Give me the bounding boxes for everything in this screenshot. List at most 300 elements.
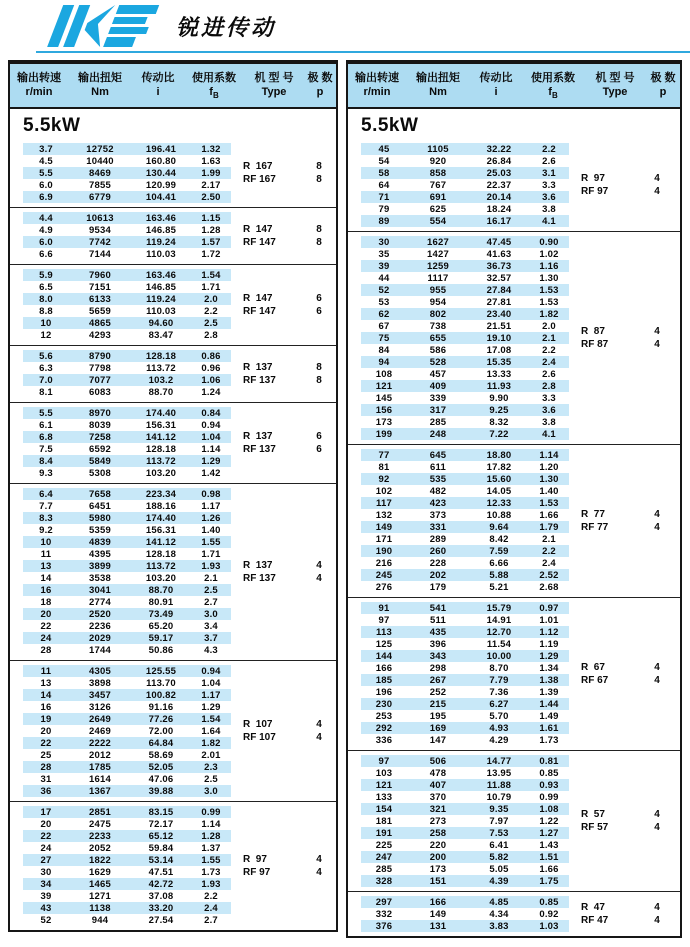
cell-service-factor: 2.01 [201, 749, 221, 761]
cell-ratio: 119.24 [146, 236, 176, 248]
table-row [348, 569, 680, 581]
cell-output-torque: 6451 [89, 500, 111, 512]
cell-output-speed: 11 [40, 665, 52, 677]
cell-ratio: 11.88 [486, 779, 512, 791]
cell-output-speed: 11 [40, 548, 52, 560]
cell-output-speed: 196 [375, 686, 393, 698]
cell-output-torque: 7151 [89, 281, 111, 293]
cell-output-speed: 191 [375, 827, 393, 839]
cell-ratio: 91.16 [148, 701, 174, 713]
row-stripe [361, 344, 569, 356]
cell-output-torque: 5359 [89, 524, 111, 536]
cell-output-speed: 181 [375, 815, 393, 827]
cell-output-torque: 6592 [89, 443, 111, 455]
model-line [243, 443, 339, 456]
table-row [348, 863, 680, 875]
cell-service-factor: 1.22 [539, 815, 559, 827]
cell-ratio: 64.84 [148, 737, 174, 749]
cell-ratio: 160.80 [145, 155, 177, 167]
row-stripe [23, 236, 231, 248]
model-block [243, 223, 339, 249]
cell-service-factor: 0.92 [539, 908, 559, 920]
model-type-label: RF 77 [581, 522, 609, 534]
model-line [581, 338, 677, 351]
cell-service-factor: 0.99 [201, 806, 221, 818]
cell-service-factor: 1.04 [201, 431, 221, 443]
table-row [10, 902, 336, 914]
cell-output-torque: 2029 [89, 632, 111, 644]
cell-service-factor: 1.30 [539, 272, 559, 284]
cell-ratio: 7.53 [489, 827, 509, 839]
col-label-en: Type [261, 86, 287, 98]
cell-output-torque: 370 [429, 791, 447, 803]
col-label-cn: 机 型 号 [595, 72, 635, 84]
table-row [348, 380, 680, 392]
model-type-label: RF 147 [243, 306, 276, 318]
row-stripe [23, 773, 231, 785]
cell-service-factor: 4.3 [204, 644, 218, 656]
cell-service-factor: 2.50 [201, 191, 221, 203]
model-type-label: R 67 [581, 662, 605, 674]
row-stripe [23, 350, 231, 362]
row-stripe [23, 785, 231, 797]
col-header-service-factor [184, 71, 244, 103]
model-type-label: R 137 [243, 362, 273, 374]
row-stripe [23, 143, 231, 155]
cell-ratio: 52.05 [148, 761, 174, 773]
cell-output-speed: 18 [40, 596, 52, 608]
row-stripe [361, 203, 569, 215]
table-row [10, 536, 336, 548]
cell-ratio: 128.18 [145, 548, 177, 560]
model-group [10, 345, 336, 402]
cell-service-factor: 1.01 [539, 614, 559, 626]
cell-output-speed: 6.8 [39, 431, 53, 443]
cell-ratio: 174.40 [145, 512, 177, 524]
cell-output-torque: 858 [429, 167, 447, 179]
cell-output-speed: 8.0 [39, 293, 53, 305]
cell-service-factor: 1.29 [201, 455, 221, 467]
cell-output-speed: 5.5 [39, 407, 53, 419]
cell-ratio: 6.66 [489, 557, 509, 569]
cell-output-speed: 77 [378, 449, 390, 461]
row-stripe [361, 428, 569, 440]
table-row [348, 545, 680, 557]
model-poles-value: 4 [654, 173, 660, 185]
cell-output-speed: 10 [40, 536, 52, 548]
cell-output-torque: 273 [429, 815, 447, 827]
table-row [348, 356, 680, 368]
col-header-poles [646, 71, 680, 103]
row-stripe [361, 533, 569, 545]
row-stripe [23, 500, 231, 512]
table-row [10, 806, 336, 818]
cell-ratio: 77.26 [148, 713, 174, 725]
cell-service-factor: 1.12 [539, 626, 559, 638]
col-label-cn: 传动比 [479, 72, 513, 84]
cell-output-speed: 247 [375, 851, 393, 863]
cell-output-torque: 511 [430, 614, 446, 626]
row-stripe [361, 296, 569, 308]
cell-ratio: 25.03 [486, 167, 512, 179]
row-stripe [361, 755, 569, 767]
cell-output-speed: 8.8 [39, 305, 53, 317]
cell-ratio: 156.31 [145, 524, 177, 536]
cell-service-factor: 2.0 [542, 320, 556, 332]
model-block [581, 808, 677, 834]
row-stripe [23, 179, 231, 191]
cell-output-torque: 3041 [89, 584, 111, 596]
cell-output-speed: 117 [376, 497, 392, 509]
cell-output-speed: 8.1 [39, 386, 53, 398]
cell-ratio: 103.2 [148, 374, 174, 386]
model-poles-value: 4 [654, 186, 660, 198]
model-type-label: R 137 [243, 431, 273, 443]
model-block [581, 325, 677, 351]
row-stripe [23, 737, 231, 749]
cell-ratio: 17.08 [486, 344, 512, 356]
table-row [348, 851, 680, 863]
cell-ratio: 12.33 [486, 497, 512, 509]
model-line [581, 901, 677, 914]
cell-output-speed: 39 [40, 890, 52, 902]
cell-ratio: 8.32 [489, 416, 509, 428]
row-stripe [361, 155, 569, 167]
cell-output-torque: 7798 [89, 362, 111, 374]
cell-ratio: 32.22 [486, 143, 512, 155]
row-stripe [23, 761, 231, 773]
cell-service-factor: 0.93 [539, 779, 559, 791]
cell-ratio: 7.79 [489, 674, 509, 686]
cell-output-torque: 423 [429, 497, 447, 509]
cell-service-factor: 2.1 [542, 533, 556, 545]
cell-output-torque: 625 [429, 203, 447, 215]
cell-output-speed: 7.5 [39, 443, 53, 455]
cell-output-speed: 22 [40, 830, 52, 842]
cell-output-torque: 173 [429, 863, 447, 875]
cell-output-torque: 506 [429, 755, 447, 767]
cell-ratio: 103.20 [145, 467, 177, 479]
table-row [10, 689, 336, 701]
cell-service-factor: 1.93 [201, 878, 221, 890]
cell-output-torque: 10613 [86, 212, 114, 224]
table-row [348, 296, 680, 308]
cell-output-speed: 97 [378, 755, 390, 767]
cell-service-factor: 1.40 [539, 485, 559, 497]
cell-service-factor: 0.94 [201, 419, 221, 431]
table-row [10, 914, 336, 926]
cell-ratio: 128.18 [145, 443, 177, 455]
cell-output-torque: 3126 [89, 701, 111, 713]
cell-output-torque: 252 [429, 686, 447, 698]
cell-service-factor: 0.86 [201, 350, 221, 362]
col-header-service-factor [522, 71, 584, 103]
cell-service-factor: 2.68 [539, 581, 559, 593]
row-stripe [361, 638, 569, 650]
row-stripe [361, 404, 569, 416]
row-stripe [23, 431, 231, 443]
model-block [243, 430, 339, 456]
cell-service-factor: 1.28 [201, 224, 221, 236]
cell-output-speed: 25 [40, 749, 52, 761]
cell-output-torque: 166 [429, 896, 447, 908]
cell-ratio: 5.70 [489, 710, 509, 722]
model-group [10, 207, 336, 264]
row-stripe [361, 581, 569, 593]
col-header-ratio [132, 71, 184, 103]
row-stripe [23, 890, 231, 902]
cell-ratio: 18.24 [486, 203, 512, 215]
cell-service-factor: 3.8 [542, 203, 556, 215]
cell-output-speed: 94 [378, 356, 390, 368]
cell-output-torque: 1138 [89, 902, 111, 914]
cell-output-speed: 9.3 [39, 467, 53, 479]
cell-output-torque: 215 [429, 698, 447, 710]
col-header-model-type [584, 71, 646, 103]
col-header-output-torque [406, 71, 470, 103]
cell-ratio: 3.83 [489, 920, 509, 932]
fb-subscript: B [212, 91, 219, 101]
cell-output-torque: 5659 [89, 305, 111, 317]
cell-ratio: 7.22 [489, 428, 509, 440]
cell-ratio: 110.03 [146, 248, 176, 260]
cell-ratio: 50.86 [148, 644, 174, 656]
cell-output-torque: 220 [429, 839, 447, 851]
row-stripe [361, 803, 569, 815]
cell-output-speed: 276 [375, 581, 393, 593]
cell-ratio: 8.70 [489, 662, 509, 674]
cell-output-torque: 343 [429, 650, 447, 662]
cell-output-torque: 9534 [89, 224, 111, 236]
model-poles-value: 4 [654, 822, 660, 834]
model-type-label: R 97 [581, 173, 605, 185]
cell-ratio: 83.15 [148, 806, 174, 818]
groups-right [348, 139, 680, 936]
table-row [10, 749, 336, 761]
model-group [348, 139, 680, 231]
cell-ratio: 6.41 [489, 839, 509, 851]
cell-output-torque: 955 [429, 284, 447, 296]
table-row [348, 779, 680, 791]
row-stripe [361, 485, 569, 497]
cell-service-factor: 3.0 [204, 785, 218, 797]
cell-service-factor: 2.2 [542, 344, 556, 356]
cell-output-torque: 202 [429, 569, 447, 581]
cell-ratio: 10.79 [486, 791, 512, 803]
cell-output-speed: 6.4 [39, 488, 53, 500]
table-row [348, 839, 680, 851]
cell-output-torque: 200 [429, 851, 447, 863]
table-row [348, 416, 680, 428]
row-stripe [23, 419, 231, 431]
col-header-output-speed [10, 71, 68, 103]
row-stripe [361, 557, 569, 569]
cell-service-factor: 1.55 [201, 854, 221, 866]
cell-ratio: 19.10 [486, 332, 512, 344]
table-row [348, 473, 680, 485]
cell-output-speed: 154 [375, 803, 393, 815]
model-group [348, 444, 680, 597]
cell-ratio: 16.17 [486, 215, 512, 227]
model-type-label: RF 107 [243, 732, 276, 744]
model-poles-value: 4 [316, 719, 322, 731]
cell-ratio: 53.14 [148, 854, 174, 866]
row-stripe [361, 626, 569, 638]
cell-output-torque: 7077 [89, 374, 111, 386]
cell-output-torque: 645 [429, 449, 447, 461]
model-line [243, 559, 339, 572]
cell-output-torque: 4305 [89, 665, 111, 677]
row-stripe [23, 455, 231, 467]
cell-output-speed: 22 [40, 620, 52, 632]
table-header-left [10, 64, 336, 109]
table-header-right [348, 64, 680, 109]
cell-output-speed: 35 [378, 248, 390, 260]
cell-service-factor: 1.29 [539, 650, 559, 662]
cell-output-torque: 260 [429, 545, 447, 557]
cell-ratio: 9.35 [489, 803, 509, 815]
cell-service-factor: 0.97 [539, 602, 559, 614]
cell-output-torque: 169 [429, 722, 447, 734]
model-type-label: RF 47 [581, 915, 609, 927]
cell-ratio: 163.46 [145, 212, 177, 224]
cell-output-speed: 54 [378, 155, 390, 167]
model-block [581, 508, 677, 534]
cell-output-speed: 125 [375, 638, 393, 650]
cell-ratio: 15.79 [486, 602, 512, 614]
model-poles-value: 4 [316, 854, 322, 866]
model-type-label: R 77 [581, 509, 605, 521]
row-stripe [23, 488, 231, 500]
model-type-label: R 97 [243, 854, 267, 866]
cell-output-torque: 4395 [89, 548, 111, 560]
row-stripe [361, 215, 569, 227]
row-stripe [361, 167, 569, 179]
cell-ratio: 7.97 [489, 815, 509, 827]
cell-output-speed: 19 [40, 713, 52, 725]
col-label-en [209, 85, 218, 103]
table-row [348, 404, 680, 416]
cell-output-speed: 145 [375, 392, 393, 404]
cell-output-speed: 166 [375, 662, 393, 674]
cell-ratio: 17.82 [486, 461, 512, 473]
model-type-label: RF 57 [581, 822, 609, 834]
cell-output-speed: 45 [378, 143, 390, 155]
row-stripe [23, 374, 231, 386]
cell-output-speed: 185 [375, 674, 393, 686]
table-row [348, 710, 680, 722]
cell-service-factor: 2.17 [201, 179, 221, 191]
row-stripe [23, 677, 231, 689]
model-poles-value: 4 [316, 732, 322, 744]
cell-output-torque: 298 [429, 662, 447, 674]
cell-service-factor: 3.8 [542, 416, 556, 428]
row-stripe [361, 497, 569, 509]
row-stripe [361, 332, 569, 344]
cell-output-torque: 339 [429, 392, 447, 404]
table-row [10, 878, 336, 890]
row-stripe [23, 512, 231, 524]
col-label-en [548, 85, 557, 103]
table-row [348, 626, 680, 638]
cell-ratio: 58.69 [148, 749, 174, 761]
row-stripe [361, 179, 569, 191]
cell-service-factor: 2.6 [542, 155, 556, 167]
cell-ratio: 37.08 [148, 890, 174, 902]
cell-service-factor: 1.04 [201, 677, 221, 689]
cell-output-torque: 3457 [89, 689, 111, 701]
cell-service-factor: 1.54 [201, 269, 221, 281]
cell-service-factor: 1.66 [539, 509, 559, 521]
cell-ratio: 88.70 [148, 386, 174, 398]
fb-base: f [548, 86, 552, 98]
col-label-cn: 输出转速 [355, 72, 399, 84]
cell-output-torque: 691 [429, 191, 447, 203]
cell-output-torque: 1744 [89, 644, 111, 656]
row-stripe [361, 260, 569, 272]
cell-ratio: 120.99 [145, 179, 177, 191]
cell-ratio: 10.00 [486, 650, 512, 662]
cell-output-torque: 1629 [89, 866, 111, 878]
model-group [348, 891, 680, 936]
cell-output-torque: 317 [429, 404, 447, 416]
cell-output-speed: 230 [375, 698, 393, 710]
table-row [10, 248, 336, 260]
cell-output-speed: 133 [375, 791, 393, 803]
cell-output-torque: 331 [429, 521, 447, 533]
table-row [348, 308, 680, 320]
cell-ratio: 174.40 [145, 407, 177, 419]
table-row [10, 488, 336, 500]
model-poles-value: 4 [654, 509, 660, 521]
row-stripe [361, 509, 569, 521]
cell-service-factor: 1.06 [201, 374, 221, 386]
cell-output-speed: 64 [378, 179, 390, 191]
cell-ratio: 13.95 [486, 767, 512, 779]
cell-output-speed: 6.0 [39, 179, 53, 191]
row-stripe [23, 830, 231, 842]
cell-output-speed: 292 [375, 722, 393, 734]
cell-output-torque: 267 [429, 674, 447, 686]
cell-service-factor: 2.5 [204, 317, 218, 329]
cell-output-torque: 4839 [89, 536, 111, 548]
cell-ratio: 13.33 [486, 368, 512, 380]
cell-output-speed: 6.1 [39, 419, 53, 431]
cell-output-speed: 6.5 [39, 281, 53, 293]
cell-output-torque: 1367 [89, 785, 111, 797]
model-poles-value: 8 [316, 174, 322, 186]
cell-service-factor: 2.5 [204, 584, 218, 596]
power-rating-title-left: 5.5kW [23, 115, 81, 137]
table-row [10, 644, 336, 656]
cell-output-torque: 1259 [427, 260, 449, 272]
cell-output-speed: 7.0 [39, 374, 53, 386]
cell-service-factor: 0.84 [201, 407, 221, 419]
row-stripe [361, 308, 569, 320]
row-stripe [23, 317, 231, 329]
cell-service-factor: 1.27 [539, 827, 559, 839]
model-type-label: R 137 [243, 560, 273, 572]
cell-output-torque: 2475 [89, 818, 111, 830]
cell-ratio: 188.16 [145, 500, 177, 512]
row-stripe [23, 524, 231, 536]
groups-left [10, 139, 336, 930]
row-stripe [23, 269, 231, 281]
model-line [243, 374, 339, 387]
cell-ratio: 26.84 [486, 155, 512, 167]
cell-service-factor: 3.4 [204, 620, 218, 632]
row-stripe [361, 272, 569, 284]
